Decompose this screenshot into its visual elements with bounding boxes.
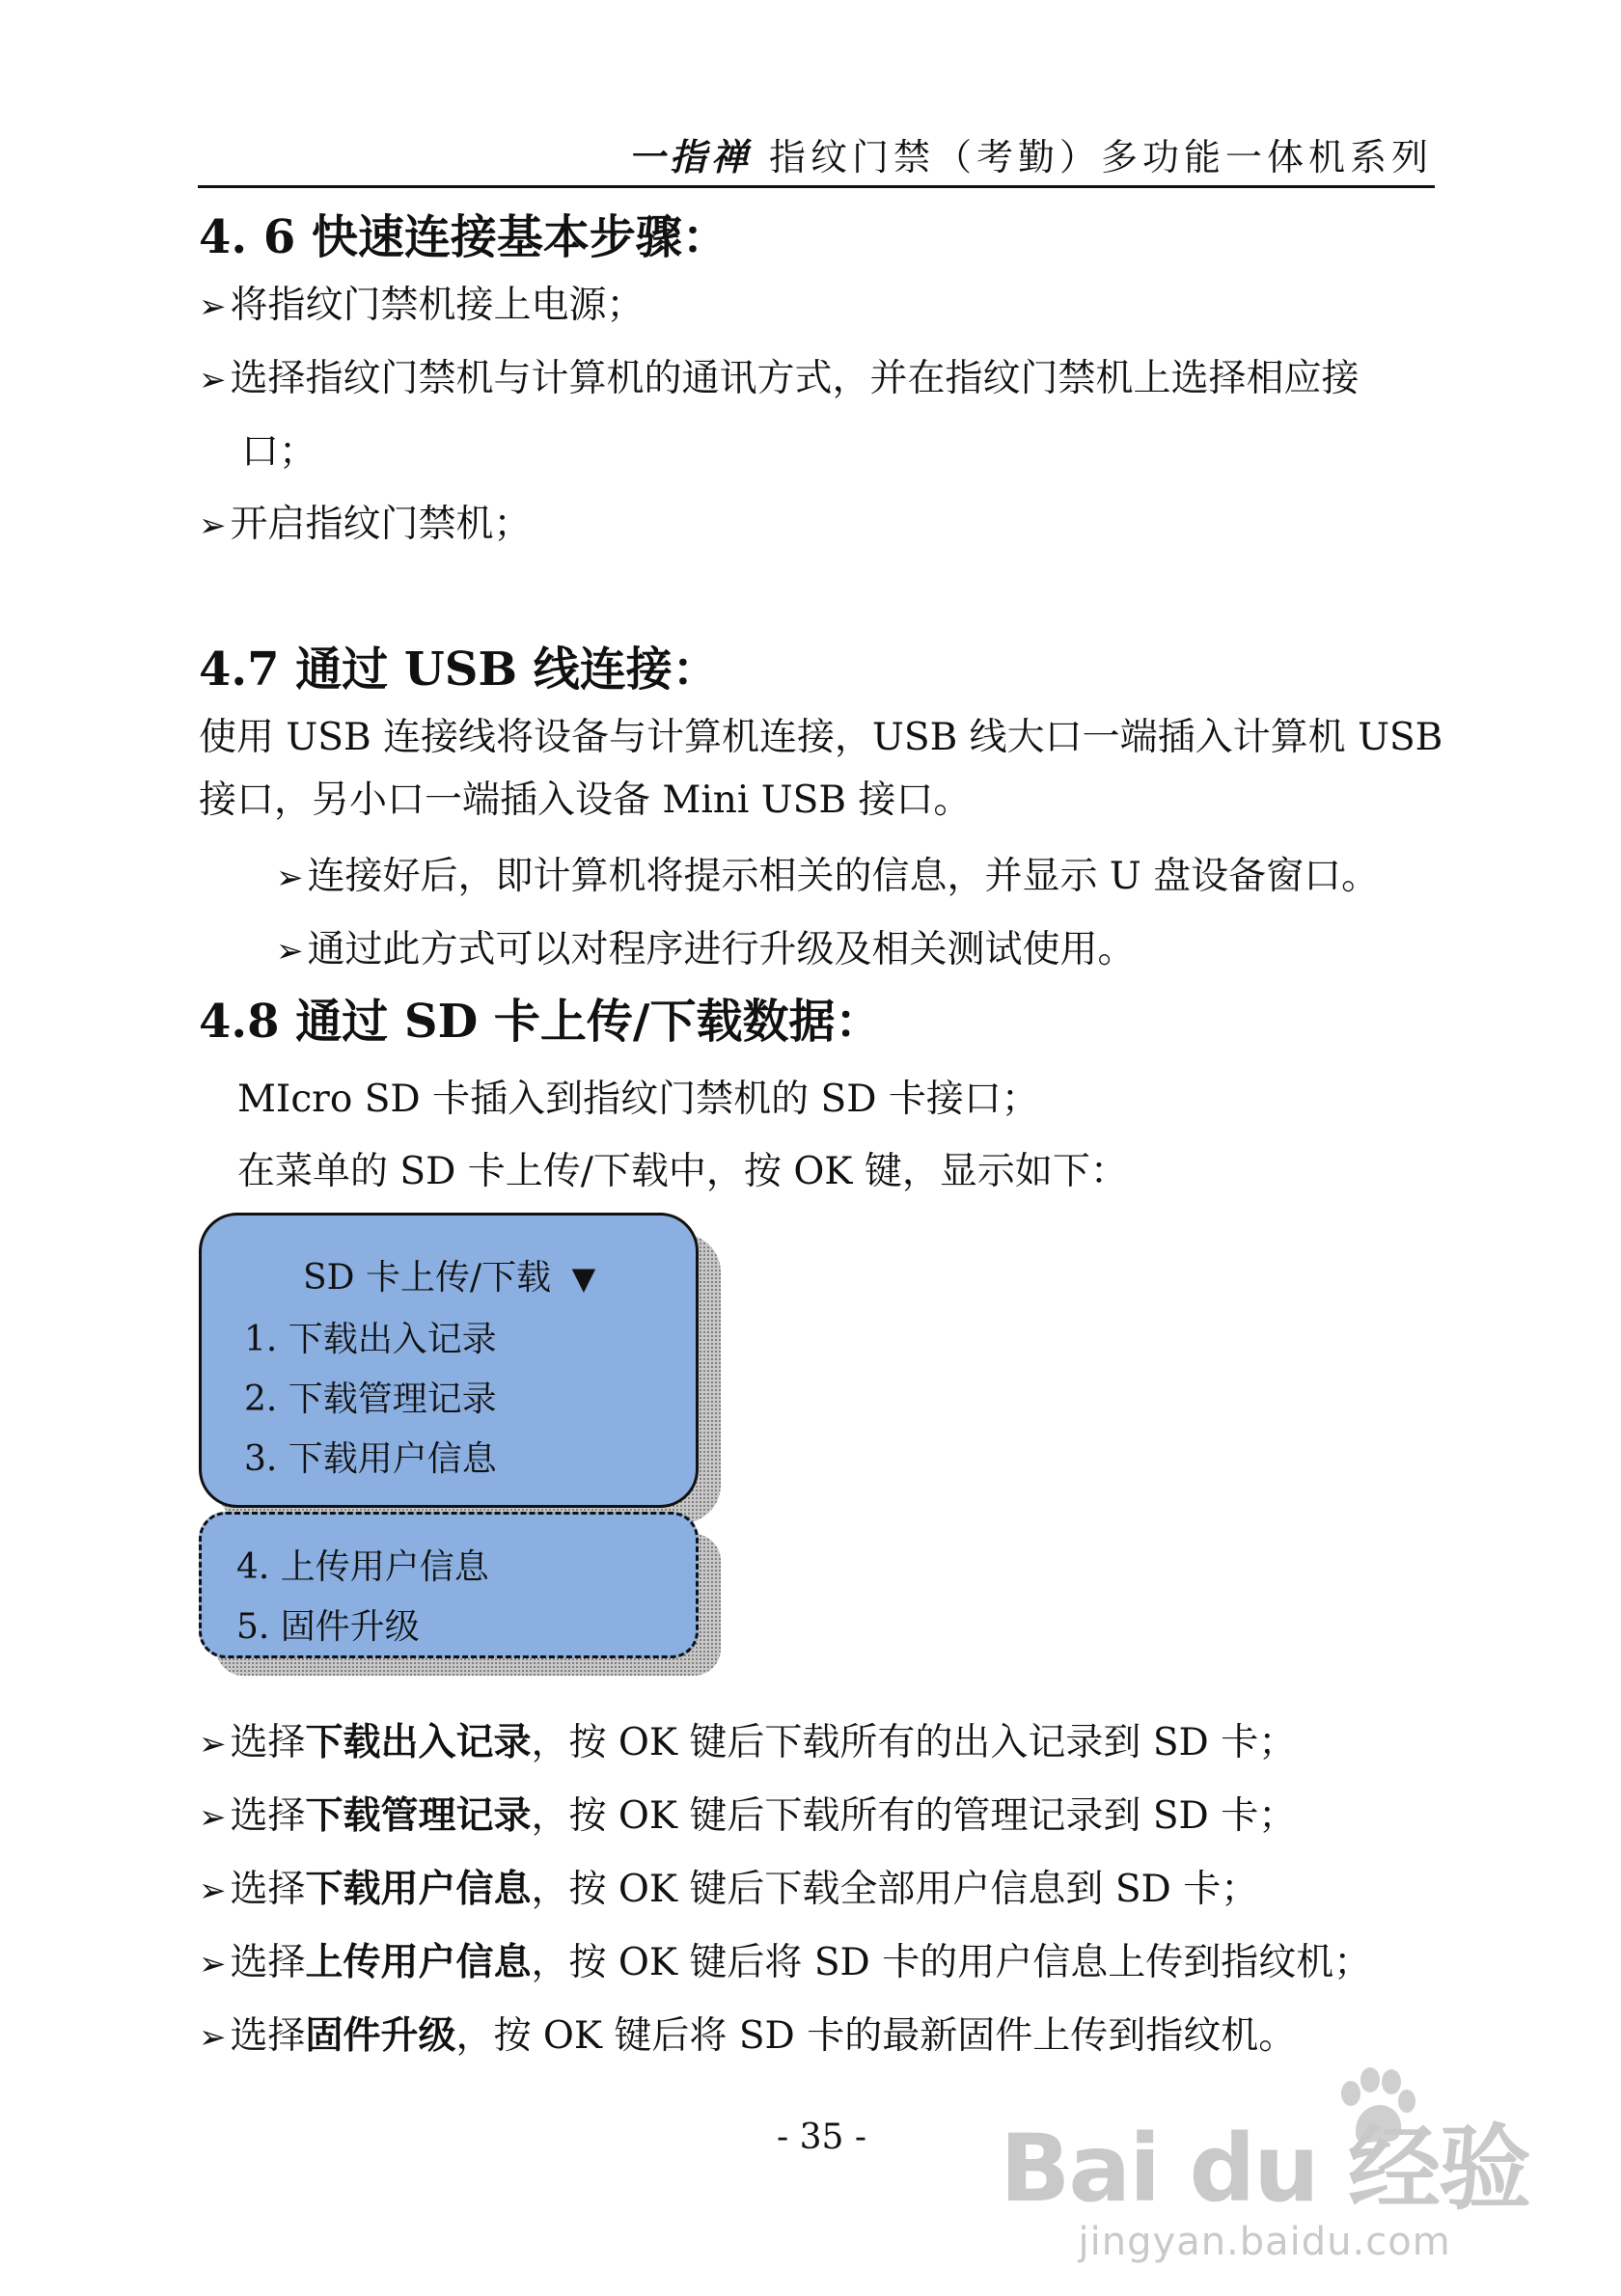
- bullet-arrow-icon: ➢: [199, 2018, 227, 2057]
- option-line: ➢ 选择下载出入记录，按 OK 键后下载所有的出入记录到 SD 卡；: [199, 1720, 1297, 1764]
- bullet-arrow-icon: ➢: [199, 1798, 227, 1837]
- list-item: ➢ 通过此方式可以对程序进行升级及相关测试使用。: [276, 928, 1136, 971]
- watermark-url: jingyan.baidu.com: [1078, 2220, 1451, 2264]
- list-item: ➢ 开启指纹门禁机；: [199, 503, 532, 546]
- watermark: [1000, 2095, 1529, 2264]
- list-item: ➢ 连接好后，即计算机将提示相关的信息，并显示 U 盘设备窗口。: [276, 855, 1380, 898]
- option-line: ➢ 选择固件升级，按 OK 键后将 SD 卡的最新固件上传到指纹机。: [199, 2013, 1297, 2058]
- menu-item: 4. 上传用户信息: [236, 1547, 489, 1587]
- scroll-down-icon: ▼: [571, 1260, 596, 1297]
- page-header: [628, 127, 1433, 180]
- menu-item: 2. 下载管理记录: [244, 1380, 497, 1419]
- paragraph-line: MIcro SD 卡插入到指纹门禁机的 SD 卡接口；: [237, 1078, 1039, 1121]
- section-4-7-heading: 4.7 通过 USB 线连接：: [199, 642, 719, 697]
- menu-screen: [199, 1213, 699, 1508]
- paragraph-line: 使用 USB 连接线将设备与计算机连接，USB 线大口一端插入计算机 USB: [199, 716, 1443, 759]
- page-number: - 35 -: [777, 2118, 867, 2157]
- option-line: ➢ 选择上传用户信息，按 OK 键后将 SD 卡的用户信息上传到指纹机；: [199, 1940, 1372, 1984]
- bullet-arrow-icon: ➢: [276, 932, 304, 970]
- menu-item: 5. 固件升级: [236, 1607, 420, 1647]
- header-title: 指纹门禁（考勤）多功能一体机系列: [768, 136, 1433, 178]
- watermark-brand: Bai du 经验: [1000, 2115, 1529, 2223]
- bullet-arrow-icon: ➢: [199, 1872, 227, 1910]
- section-4-8-heading: 4.8 通过 SD 卡上传/下载数据：: [199, 995, 882, 1049]
- menu-more-items: [199, 1512, 699, 1658]
- bullet-arrow-icon: ➢: [199, 506, 227, 545]
- menu-item: 3. 下载用户信息: [244, 1439, 497, 1479]
- list-item-continuation: 口；: [241, 430, 317, 474]
- menu-title: SD 卡上传/下载 ▼: [303, 1258, 596, 1298]
- bullet-arrow-icon: ➢: [199, 1725, 227, 1763]
- list-item: ➢ 将指纹门禁机接上电源；: [199, 284, 645, 327]
- section-4-6-heading: 4. 6 快速连接基本步骤：: [199, 210, 728, 264]
- bullet-arrow-icon: ➢: [199, 287, 227, 326]
- header-brand: 一指禅: [627, 135, 753, 178]
- menu-item: 1. 下载出入记录: [244, 1320, 497, 1359]
- list-item: ➢ 选择指纹门禁机与计算机的通讯方式，并在指纹门禁机上选择相应接: [199, 357, 1360, 400]
- bullet-arrow-icon: ➢: [276, 859, 304, 897]
- paragraph-line: 在菜单的 SD 卡上传/下载中，按 OK 键，显示如下：: [237, 1150, 1128, 1193]
- option-line: ➢ 选择下载用户信息，按 OK 键后下载全部用户信息到 SD 卡；: [199, 1867, 1259, 1911]
- option-line: ➢ 选择下载管理记录，按 OK 键后下载所有的管理记录到 SD 卡；: [199, 1793, 1297, 1838]
- bullet-arrow-icon: ➢: [199, 361, 227, 399]
- header-divider: [198, 185, 1435, 188]
- bullet-arrow-icon: ➢: [199, 1945, 227, 1983]
- paragraph-line: 接口，另小口一端插入设备 Mini USB 接口。: [199, 779, 972, 822]
